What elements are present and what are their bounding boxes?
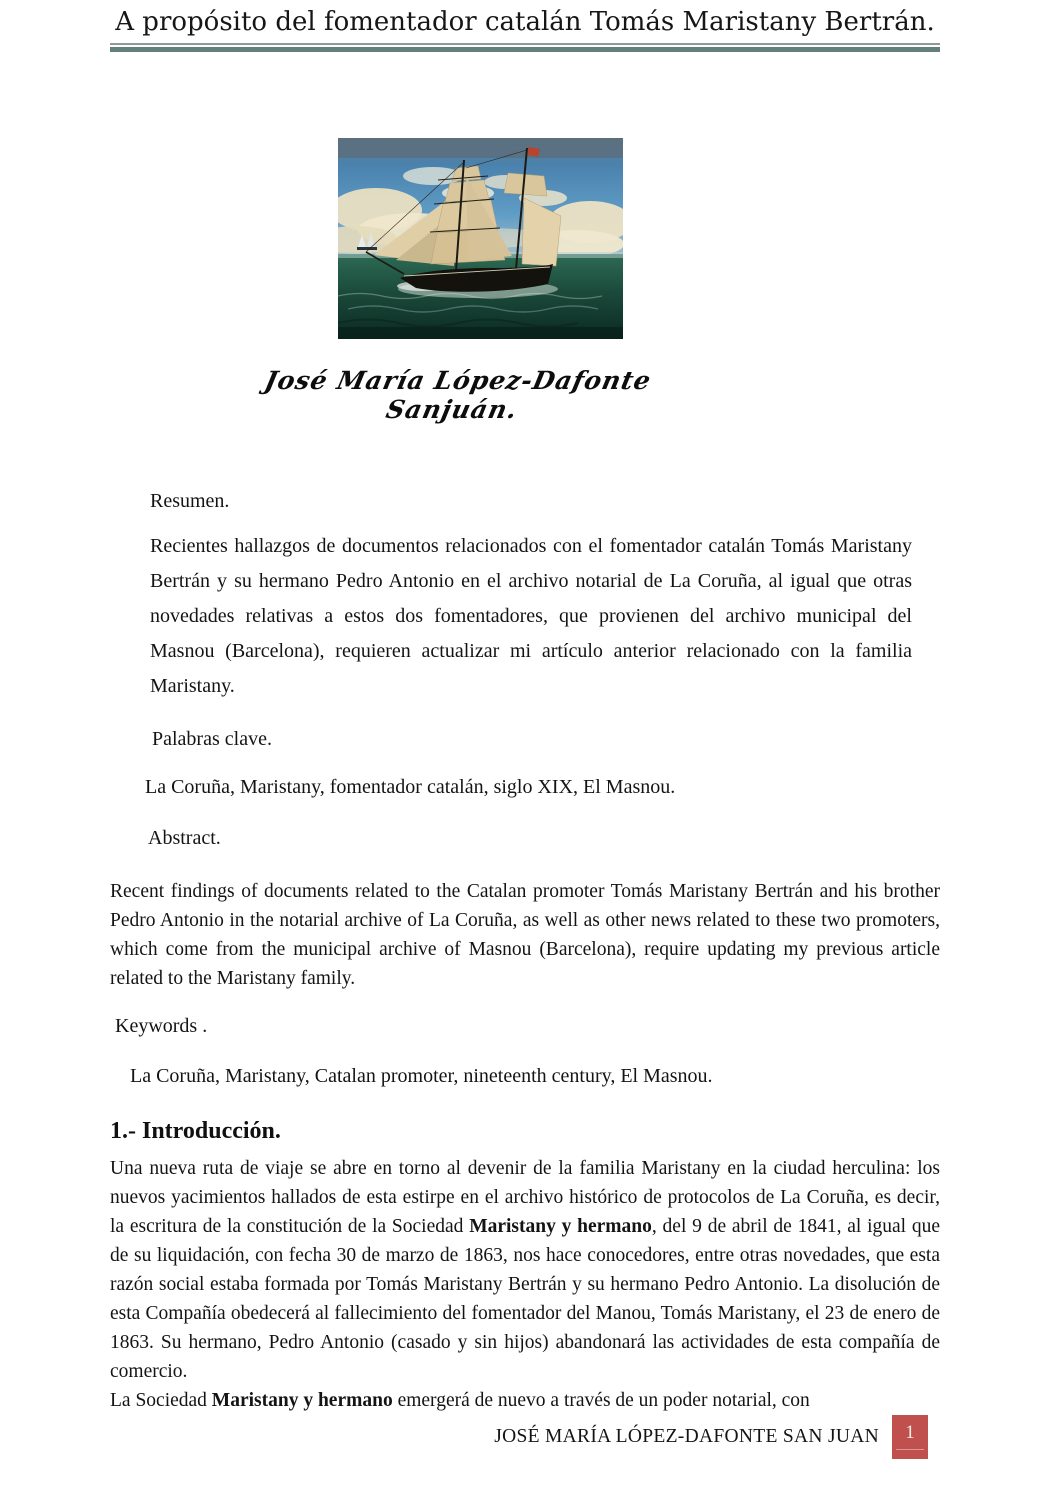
- introduction-heading: 1.- Introducción.: [110, 1117, 281, 1144]
- page-footer: [110, 1415, 940, 1459]
- page-number-badge: [892, 1415, 928, 1459]
- palabras-clave-list: La Coruña, Maristany, fomentador catalán, siglo XIX, El Masnou.: [145, 775, 676, 798]
- title-underline-rule: [110, 43, 940, 52]
- author-signature: José María López-Dafonte Sanjuán.: [262, 365, 655, 424]
- abstract-paragraph: Recent findings of documents related to the Catalan promoter Tomás Maristany Bertrán and his brother Pedro Antonio in the notarial archive of La Coruña, as well as other news related to these two promoters, which come from the municipal archive of Masnou (Barcelona), require updating my previous article related to the Maristany family.: [110, 880, 940, 989]
- ship-painting-svg: [338, 138, 623, 339]
- keywords-heading: Keywords .: [115, 1014, 208, 1037]
- keywords-list: La Coruña, Maristany, Catalan promoter, nineteenth century, El Masnou.: [130, 1064, 713, 1087]
- resumen-heading: Resumen.: [150, 489, 230, 512]
- resumen-paragraph: Recientes hallazgos de documentos relacionados con el fomentador catalán Tomás Maristany Bertrán y su hermano Pedro Antonio en el archivo notarial de La Coruña, al igual que otras novedades relativas a estos dos fomentadores, que provienen del archivo municipal del Masnou (Barcelona), requieren actualizar mi artículo anterior relacionado con la familia Maristany.: [150, 534, 912, 697]
- rule-thick-line: [110, 47, 940, 52]
- page-number-underline: [896, 1449, 924, 1450]
- abstract-heading: Abstract.: [148, 826, 221, 849]
- introduction-paragraph-1: Una nueva ruta de viaje se abre en torno al devenir de la familia Maristany en la ciudad herculina: los nuevos yacimientos hallados de esta estirpe en el archivo histórico de protocolos de La Coruña, es decir, la escritura de la constitución de la Sociedad Maristany y hermano, del 9 de abril de 1841, al igual que de su liquidación, con fecha 30 de marzo de 1863, nos hace conocedores, entre otras novedades, que esta razón social estaba formada por Tomás Maristany Bertrán y su hermano Pedro Antonio. La disolución de esta Compañía obedecerá al fallecimiento del fomentador del Manou, Tomás Maristany, el 23 de enero de 1863. Su hermano, Pedro Antonio (casado y sin hijos) abandonará las actividades de esta compañía de comercio.: [110, 1157, 941, 1382]
- page-number: 1: [905, 1422, 915, 1444]
- introduction-paragraph-2: La Sociedad Maristany y hermano emergerá de nuevo a través de un poder notarial, con: [110, 1389, 810, 1411]
- introduction-body: [110, 1154, 940, 1415]
- footer-author-name: JOSÉ MARÍA LÓPEZ-DAFONTE SAN JUAN: [494, 1425, 879, 1447]
- ship-painting: [338, 138, 623, 339]
- palabras-clave-heading: Palabras clave.: [152, 727, 272, 750]
- page-title: A propósito del fomentador catalán Tomás Maristany Bertrán.: [115, 7, 935, 37]
